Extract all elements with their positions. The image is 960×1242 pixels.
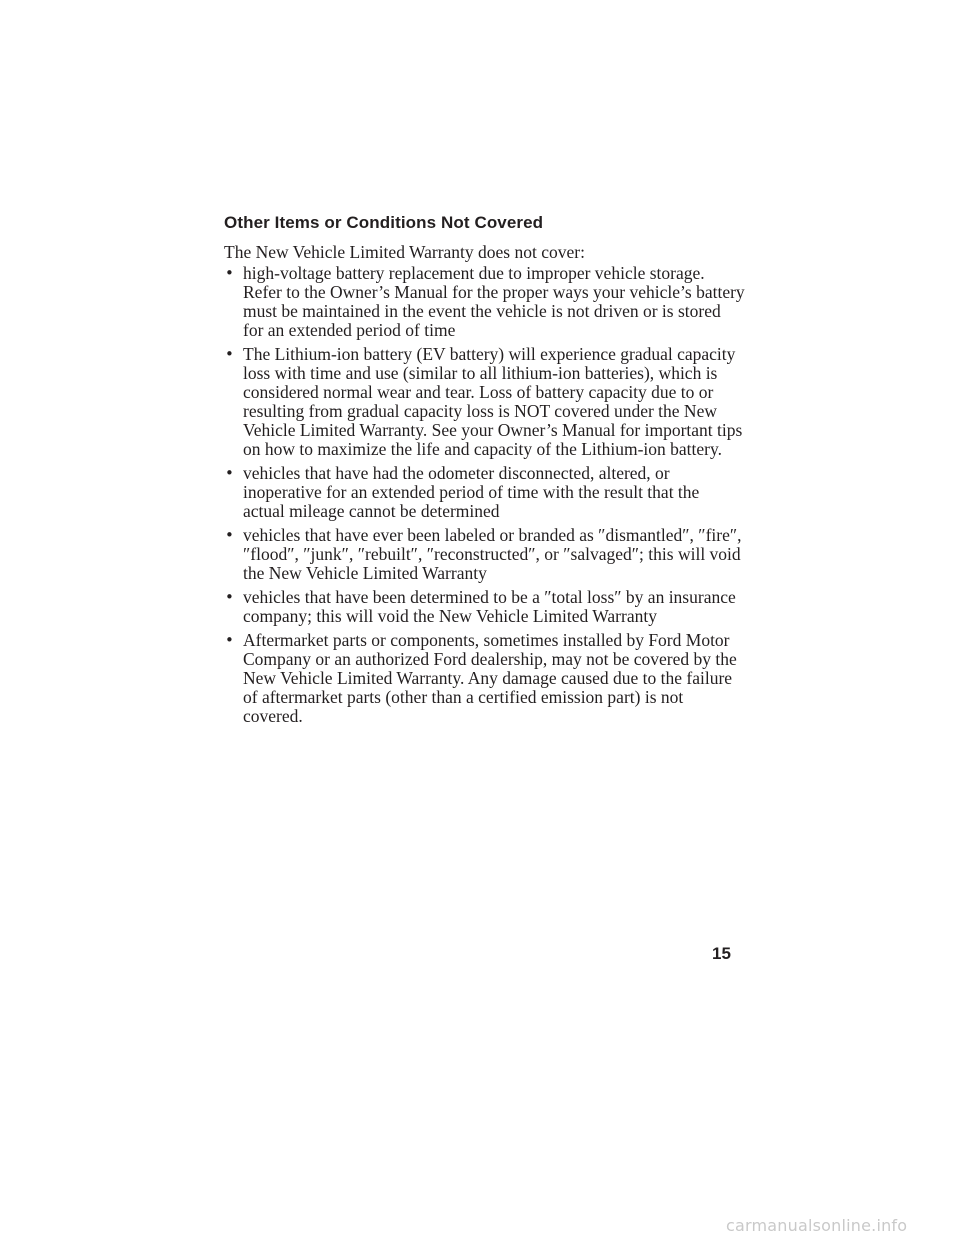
list-item-line: inoperative for an extended period of time with the result that the [243,482,700,502]
list-item [224,631,744,726]
bullet-icon: • [225,464,234,482]
list-item-line: vehicles that have ever been labeled or branded as ″dismantled″, ″fire″, [243,525,742,545]
list-item-line: company; this will void the New Vehicle Limited Warranty [243,606,657,626]
list-item-line: Aftermarket parts or components, sometimes installed by Ford Motor [243,630,730,650]
list-item-line: actual mileage cannot be determined [243,501,500,521]
list-item-line: Vehicle Limited Warranty. See your Owner’s Manual for important tips [243,420,743,440]
list-item-line: high-voltage battery replacement due to improper vehicle storage. [243,263,705,283]
bullet-icon: • [225,526,234,544]
bullet-icon: • [225,345,234,363]
section-heading: Other Items or Conditions Not Covered [224,213,544,232]
list-item-line: must be maintained in the event the vehicle is not driven or is stored [243,301,721,321]
intro-text: The New Vehicle Limited Warranty does not cover: [224,242,585,262]
list-item-line: for an extended period of time [243,320,456,340]
page-number: 15 [712,944,731,963]
bullet-icon: • [225,588,234,606]
list-item [224,345,744,459]
list-item [224,588,744,626]
list-item-line: vehicles that have had the odometer disconnected, altered, or [243,463,670,483]
list-item-line: considered normal wear and tear. Loss of battery capacity due to or [243,382,714,402]
list-item-line: resulting from gradual capacity loss is NOT covered under the New [243,401,717,421]
list-item-line: covered. [243,706,303,726]
list-item-line: the New Vehicle Limited Warranty [243,563,487,583]
list-item [224,264,744,340]
bullet-icon: • [225,631,234,649]
list-item-line: on how to maximize the life and capacity of the Lithium-ion battery. [243,439,722,459]
watermark: carmanualsonline.info [726,1216,908,1235]
list-item-line: of aftermarket parts (other than a certified emission part) is not [243,687,684,707]
list-item [224,464,744,521]
list-item-line: vehicles that have been determined to be a ″total loss″ by an insurance [243,587,736,607]
list-item-line: Company or an authorized Ford dealership, may not be covered by the [243,649,737,669]
not-covered-list [224,264,744,731]
bullet-icon: • [225,264,234,282]
list-item-line: Refer to the Owner’s Manual for the proper ways your vehicle’s battery [243,282,745,302]
list-item-line: loss with time and use (similar to all lithium-ion batteries), which is [243,363,718,383]
list-item [224,526,744,583]
list-item-line: New Vehicle Limited Warranty. Any damage caused due to the failure [243,668,733,688]
list-item-line: The Lithium-ion battery (EV battery) will experience gradual capacity [243,344,736,364]
list-item-line: ″flood″, ″junk″, ″rebuilt″, ″reconstructed″, or ″salvaged″; this will void [243,544,741,564]
